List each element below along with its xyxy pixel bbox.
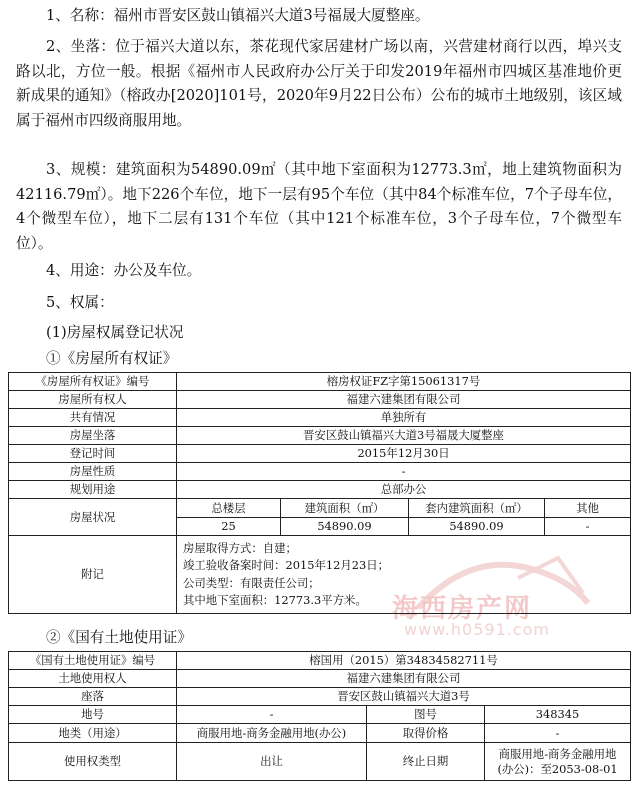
note-line: 其中地下室面积：12773.3平方米。 xyxy=(183,593,367,607)
planned-use-label: 规划用途 xyxy=(9,481,177,499)
table-row xyxy=(9,499,631,518)
land-cert-number-label: 《国有土地使用证》编号 xyxy=(9,652,177,670)
planned-use-value: 总部办公 xyxy=(177,481,631,499)
house-status-label: 房屋状况 xyxy=(9,499,177,536)
status-value: 54890.09 xyxy=(281,518,409,536)
land-location-label: 座落 xyxy=(9,688,177,706)
house-location-label: 房屋坐落 xyxy=(9,427,177,445)
cert-number-value: 榕房权证FZ字第15061317号 xyxy=(177,373,631,391)
table-row xyxy=(9,743,631,781)
shared-value: 单独所有 xyxy=(177,409,631,427)
cert-number-label: 《房屋所有权证》编号 xyxy=(9,373,177,391)
reg-date-value: 2015年12月30日 xyxy=(177,445,631,463)
lot-number-label: 地号 xyxy=(9,706,177,724)
map-number-label: 图号 xyxy=(367,706,485,724)
table-row xyxy=(9,670,631,688)
table-row xyxy=(9,688,631,706)
end-date-value xyxy=(485,743,631,781)
note-content xyxy=(177,536,631,614)
table-row xyxy=(9,481,631,499)
right-type-label: 使用权类型 xyxy=(9,743,177,781)
status-header: 套内建筑面积（㎡） xyxy=(409,499,545,518)
owner-value: 福建六建集团有限公司 xyxy=(177,391,631,409)
land-cert-number-value: 榕国用（2015）第34834582711号 xyxy=(177,652,631,670)
table-row xyxy=(9,391,631,409)
house-location-value: 晋安区鼓山镇福兴大道3号福晟大厦整座 xyxy=(177,427,631,445)
note-label: 附记 xyxy=(9,536,177,614)
end-date-label: 终止日期 xyxy=(367,743,485,781)
note-line: 公司类型：有限责任公司； xyxy=(183,575,320,590)
reg-date-label: 登记时间 xyxy=(9,445,177,463)
end-date-line: 商服用地-商务金融用地 xyxy=(498,746,617,761)
watermark-url: www.h0591.com xyxy=(404,620,550,639)
table-row xyxy=(9,427,631,445)
item-rights: 5、权属： xyxy=(46,294,114,311)
table-row xyxy=(9,373,631,391)
note-line: 竣工验收备案时间：2015年12月23日； xyxy=(183,558,390,572)
end-date-line: (办公)：至2053-08-01 xyxy=(497,761,618,776)
acquire-price-value: - xyxy=(485,724,631,743)
status-value: - xyxy=(545,518,631,536)
table-row xyxy=(9,706,631,724)
table-row xyxy=(9,463,631,481)
house-cert-title: ①《房屋所有权证》 xyxy=(46,350,178,367)
status-header: 其他 xyxy=(545,499,631,518)
item-use: 4、用途：办公及车位。 xyxy=(46,262,202,279)
land-user-label: 土地使用权人 xyxy=(9,670,177,688)
land-location-value: 晋安区鼓山镇福兴大道3号 xyxy=(177,688,631,706)
owner-label: 房屋所有权人 xyxy=(9,391,177,409)
item-name: 1、名称：福州市晋安区鼓山镇福兴大道3号福晟大厦整座。 xyxy=(46,7,430,24)
item-scale: 3、规模：建筑面积为54890.09㎡（其中地下室面积为12773.3㎡，地上建筑物面积为42116.79㎡）。地下226个车位，地下一层有95个车位（其中84个标准车位，7个子母车位，4个微型车位），地下二层有131个车位（其中121个标准车位，3个子母车位，7个微型车位）。 xyxy=(16,161,622,252)
status-value: 25 xyxy=(177,518,281,536)
table-row xyxy=(9,652,631,670)
watermark-text: 海西房产网 xyxy=(392,594,533,624)
house-cert-table xyxy=(8,372,631,614)
table-row xyxy=(9,536,631,614)
item-location: 2、坐落：位于福兴大道以东，茶花现代家居建材广场以南，兴营建材商行以西，埠兴支路以北，方位一般。根据《福州市人民政府办公厅关于印发2019年福州市四城区基准地价更新成果的通知》（榕政办[2020]101号，2020年9月22日公布）公布的城市土地级别，该区域属于福州市四级商服用地。 xyxy=(16,38,622,129)
table-row xyxy=(9,445,631,463)
status-value: 54890.09 xyxy=(409,518,545,536)
table-row xyxy=(9,409,631,427)
registration-heading: (1)房屋权属登记状况 xyxy=(46,324,184,341)
note-line: 房屋取得方式：自建； xyxy=(183,540,297,555)
lot-number-value: - xyxy=(177,706,367,724)
house-nature-label: 房屋性质 xyxy=(9,463,177,481)
land-type-label: 地类（用途） xyxy=(9,724,177,743)
right-type-value: 出让 xyxy=(177,743,367,781)
land-cert-title: ②《国有土地使用证》 xyxy=(46,629,192,646)
acquire-price-label: 取得价格 xyxy=(367,724,485,743)
land-cert-table xyxy=(8,651,631,781)
status-header: 总楼层 xyxy=(177,499,281,518)
land-type-value: 商服用地-商务金融用地(办公) xyxy=(177,724,367,743)
status-header: 建筑面积（㎡） xyxy=(281,499,409,518)
house-nature-value: - xyxy=(177,463,631,481)
shared-label: 共有情况 xyxy=(9,409,177,427)
map-number-value: 348345 xyxy=(485,706,631,724)
land-user-value: 福建六建集团有限公司 xyxy=(177,670,631,688)
table-row xyxy=(9,724,631,743)
